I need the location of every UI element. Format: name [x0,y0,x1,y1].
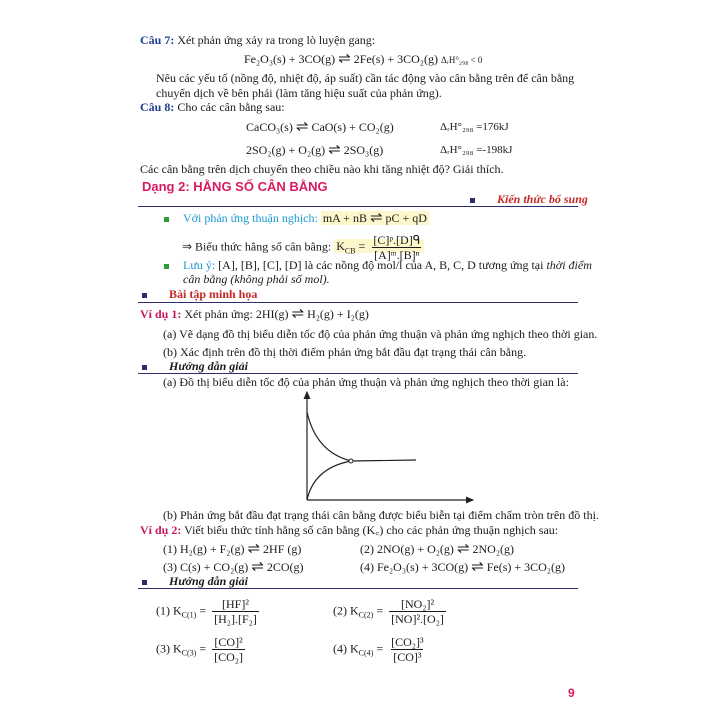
knowledge-label: Kiến thức bổ sung [497,192,588,206]
equilibrium-arrow-icon: ⇌ [251,559,264,575]
note-text: [A], [B], [C], [D] là các nồng độ mol/l của A, B, C, D tương ứng tại [215,258,547,272]
example-2-label: Ví dụ 2: [140,523,182,537]
question-7 [140,33,375,47]
k-subscript: C(4) [358,648,374,658]
bullet-square-icon [470,198,475,203]
bullet-square-icon [164,217,169,222]
guide-label: Hướng dẫn giải [169,574,248,588]
note-label: Lưu ý: [183,258,216,272]
example-1-part-a: (a) Vẽ dạng đồ thị biểu diễn tốc độ của phản ứng thuận và phản ứng nghịch theo thời gian. [163,327,598,341]
k-symbol: K [350,603,359,618]
equilibrium-arrow-icon: ⇌ [471,559,484,575]
equation-right: CaO(s) + CO₂(g) [311,120,394,134]
question-7-text: Xét phản ứng xảy ra trong lò luyện gang: [174,33,376,47]
equilibrium-arrow-icon: ⇌ [338,51,351,67]
equation-right: 2NO₂(g) [472,542,515,556]
note-rest: (không phải số mol). [227,272,330,286]
denominator: [H₂].[F₂] [214,612,257,626]
k-symbol: K [336,239,345,254]
equilibrium-line [351,460,416,461]
equilibrium-arrow-icon: ⇌ [291,306,305,322]
fraction [212,597,259,626]
rate-time-graph [290,388,490,508]
numerator: [HF]² [222,597,249,611]
divider [138,373,578,374]
bullet-square-icon [142,580,147,585]
fraction [389,635,425,664]
bullet-square-icon [164,264,169,269]
equation-left: 2SO₂(g) + O₂(g) [246,143,326,157]
equation-left: mA + nB [322,211,367,225]
bullet-label: Với phản ứng thuận nghịch: [183,211,318,225]
examples-label: Bài tập minh họa [169,287,258,301]
answer-k2: (2) $K_{C(2)}$ = $\frac{\text{[NO₂]²}}{\text{[NO]².[O₂]}}$ [333,597,444,626]
fraction [389,597,446,626]
equation-left: 2HI(g) [255,307,289,321]
equation-right: Fe(s) + 3CO₂(g) [486,560,565,574]
guide-header-1 [142,359,248,373]
knowledge-header [470,192,588,206]
section-title: Dạng 2: HẰNG SỐ CÂN BẰNG [142,179,328,194]
guide-header-2 [142,574,248,588]
note-italic: cân bằng [183,272,228,286]
bullet-reversible [164,211,429,225]
equation-left: (2) 2NO(g) + O₂(g) [360,542,454,556]
k-subscript: C(2) [358,610,374,620]
example-2-text: Viết biểu thức tính hằng số cân bằng (K꜀) cho các phản ứng thuận nghịch sau: [181,523,559,537]
note [164,258,592,272]
answer-k3: (3) $K_{C(3)}$ = $\frac{\text{[CO]²}}{\text{[CO₂]}}$ [156,635,243,664]
note-line-2 [183,272,330,286]
equation-left: (3) C(s) + CO₂(g) [163,560,249,574]
equation-right: 2SO₃(g) [343,143,384,157]
equation-right: pC + qD [385,211,427,225]
enthalpy: ΔᵣH°₂₉₈ < 0 [440,55,483,65]
divider [138,302,578,303]
answer-b: (b) Phản ứng bắt đầu đạt trạng thái cân bằng được biểu biễn tại điểm chấm tròn trên đồ thị. [163,508,599,522]
guide-label: Hướng dẫn giải [169,359,248,373]
example-1 [140,307,369,321]
equilibrium-arrow-icon: ⇌ [456,541,470,557]
divider [138,588,578,589]
question-8-equation-1 [246,120,394,134]
reaction-1 [163,542,301,556]
k-symbol: K [173,641,182,656]
answer-number: (4) [333,641,347,656]
equation-right: H₂(g) + I₂(g) [307,307,369,321]
question-8-text: Cho các cân bằng sau: [174,100,285,114]
equation-left: (1) H₂(g) + F₂(g) [163,542,245,556]
question-8-equation-2 [246,143,383,157]
question-7-line-1: Nêu các yếu tố (nồng độ, nhiệt độ, áp suất) cần tác động vào cân bằng trên để cân bằng [156,71,575,85]
question-8-label: Câu 8: [140,100,175,114]
answer-k1: (1) $K_{C(1)}$ = $\frac{\text{[HF]²}}{\text{[H₂].[F₂]}}$ [156,597,257,626]
numerator: [CO₂]³ [391,635,424,649]
denominator: [NO]².[O₂] [391,612,444,626]
example-1-part-b: (b) Xác định trên đồ thị thời điểm phản ứng bắt đầu đạt trạng thái cân bằng. [163,345,527,359]
numerator: [C]ᵖ.[D]ᑫ [373,233,421,247]
answer-number: (3) [156,641,170,656]
equilibrium-arrow-icon: ⇌ [328,142,341,158]
question-7-line-2: chuyển dịch về bên phải (làm tăng hiệu suất của phản ứng). [156,86,442,100]
numerator: [NO₂]² [400,597,435,611]
general-equation [321,211,429,225]
denominator: [CO]³ [393,650,422,664]
equation-left: (4) Fe₂O₃(s) + 3CO(g) [360,560,469,574]
equation-right: 2HF (g) [263,542,302,556]
kcb-formula: $K_{CB}$ = $\frac{\text{[C]ᵖ.[D]ᑫ}}{\text{[A]ᵐ.[B]ⁿ}}$ [334,239,424,253]
reaction-2 [360,542,514,556]
enthalpy-2: ΔᵣH°₂₉₈ =-198kJ [440,144,513,156]
divider [138,206,578,207]
equilibrium-arrow-icon: ⇌ [247,541,261,557]
k-subscript: C(3) [181,648,197,658]
page-number: 9 [568,686,575,700]
equilibrium-point [349,459,353,463]
note-italic: thời điểm [546,258,592,272]
equation-right: 2CO(g) [266,560,304,574]
reaction-4 [360,560,565,574]
answer-number: (2) [333,603,347,618]
example-1-text: Xét phản ứng: [181,307,256,321]
answer-number: (1) [156,603,170,618]
fraction [212,635,245,664]
equilibrium-arrow-icon: ⇌ [295,119,309,135]
equation-right: 2Fe(s) + 3CO₂(g) [353,52,438,66]
reaction-3 [163,560,304,574]
forward-rate-curve [307,412,351,461]
expression-label: ⇒ Biểu thức hằng số cân bằng: [182,239,332,254]
reverse-rate-curve [307,461,351,500]
bullet-square-icon [142,365,147,370]
k-subscript: C(1) [181,610,197,620]
enthalpy-1: ΔᵣH°₂₉₈ =176kJ [440,121,509,133]
question-7-label: Câu 7: [140,33,175,47]
equation-left: CaCO₃(s) [246,120,293,134]
answer-k4: (4) $K_{C(4)}$ = $\frac{\text{[CO₂]³}}{\text{[CO]³}}$ [333,635,424,664]
k-subscript: CB [344,246,356,256]
k-symbol: K [173,603,182,618]
denominator: [CO₂] [214,650,243,664]
example-2 [140,523,558,537]
answer-a: (a) Đồ thị biểu diễn tốc độ của phản ứng thuận và phản ứng nghịch theo thời gian là: [163,375,569,389]
k-symbol: K [350,641,359,656]
examples-header [142,287,257,301]
question-7-equation [244,52,482,67]
bullet-square-icon [142,293,147,298]
question-8-prompt: Các cân bằng trên dịch chuyển theo chiều nào khi tăng nhiệt độ? Giải thích. [140,162,504,176]
denominator: [A]ᵐ.[B]ⁿ [374,248,420,262]
numerator: [CO]² [214,635,243,649]
equation-left: Fe₂O₃(s) + 3CO(g) [244,52,336,66]
question-8 [140,100,285,114]
example-1-label: Ví dụ 1: [140,307,182,321]
equilibrium-arrow-icon: ⇌ [369,210,383,226]
